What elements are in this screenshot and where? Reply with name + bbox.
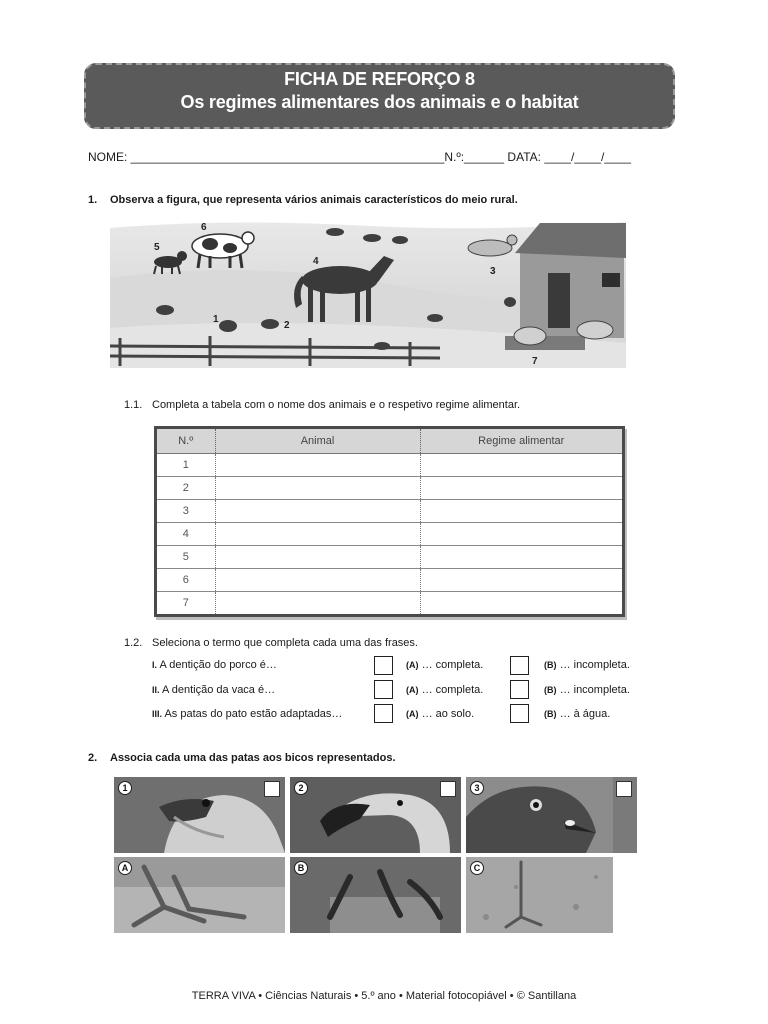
scene-label-6: 6: [201, 222, 207, 233]
beak-3-answer-box[interactable]: [616, 781, 632, 797]
statement-1-option-b: [544, 659, 630, 671]
animal-cell[interactable]: [215, 591, 420, 614]
beak-1-answer-box[interactable]: [264, 781, 280, 797]
diet-cell[interactable]: [420, 453, 622, 476]
question-1-1-number: 1.1.: [124, 399, 143, 411]
question-1: [88, 194, 518, 206]
row-number: 6: [157, 568, 215, 591]
statement-3-option-a-text: … ao solo.: [421, 708, 475, 720]
statement-3-option-a-checkbox[interactable]: [374, 704, 393, 723]
question-1-2-text: Seleciona o termo que completa cada uma das frases.: [152, 637, 418, 649]
statement-2-option-a-tag: (A): [406, 685, 419, 695]
statement-2-option-b-text: … incompleta.: [559, 684, 630, 696]
diet-cell[interactable]: [420, 499, 622, 522]
row-number: 3: [157, 499, 215, 522]
beak-badge-1: 1: [118, 781, 132, 795]
foot-photo-c: [466, 857, 613, 933]
statement-3-text: As patas do pato estão adaptadas…: [164, 708, 343, 720]
statement-1-option-a-tag: (A): [406, 660, 419, 670]
statement-1: [152, 659, 277, 671]
foot-badge-b: B: [294, 861, 308, 875]
foot-badge-a: A: [118, 861, 132, 875]
scene-label-1: 1: [213, 314, 219, 325]
statement-3-option-b-text: … à água.: [559, 708, 611, 720]
diet-cell[interactable]: [420, 476, 622, 499]
statement-1-text: A dentição do porco é…: [159, 659, 277, 671]
question-1-2-number: 1.2.: [124, 637, 143, 649]
question-2-text: Associa cada uma das patas aos bicos representados.: [110, 752, 396, 764]
row-number: 5: [157, 545, 215, 568]
statement-1-option-a: [406, 659, 483, 671]
worksheet-subtitle: Os regimes alimentares dos animais e o habitat: [180, 92, 579, 112]
scene-label-2: 2: [284, 320, 290, 331]
beak-badge-3: 3: [470, 781, 484, 795]
foot-photo-a: [114, 857, 285, 933]
animal-cell[interactable]: [215, 522, 420, 545]
scene-label-3: 3: [490, 266, 496, 277]
question-2: [88, 752, 396, 764]
rural-scene-illustration: [110, 218, 626, 368]
statement-1-option-a-text: … completa.: [421, 659, 484, 671]
table-row: [157, 545, 622, 568]
row-number: 1: [157, 453, 215, 476]
worksheet-title: FICHA DE REFORÇO 8: [284, 69, 475, 89]
row-number: 2: [157, 476, 215, 499]
statement-3-roman: III.: [152, 709, 163, 719]
beak-photo-3-pigeon: [466, 777, 637, 853]
statement-2-option-a-text: … completa.: [421, 684, 484, 696]
statement-2-text: A dentição da vaca é…: [161, 684, 276, 696]
table-row: [157, 476, 622, 499]
statement-2: [152, 684, 275, 696]
statement-1-option-a-checkbox[interactable]: [374, 656, 393, 675]
statement-1-roman: I.: [152, 660, 158, 670]
beak-2-answer-box[interactable]: [440, 781, 456, 797]
foot-photo-b: [290, 857, 461, 933]
diet-cell[interactable]: [420, 545, 622, 568]
beak-photo-1-eagle: [114, 777, 285, 853]
statement-3-option-b-checkbox[interactable]: [510, 704, 529, 723]
table-row: [157, 591, 622, 614]
diet-cell[interactable]: [420, 568, 622, 591]
question-1-text: Observa a figura, que representa vários animais característicos do meio rural.: [110, 194, 518, 206]
statement-3: [152, 708, 342, 720]
statement-2-option-a-checkbox[interactable]: [374, 680, 393, 699]
animal-cell[interactable]: [215, 568, 420, 591]
question-1-2: [124, 637, 418, 649]
table-row: [157, 499, 622, 522]
row-number: 7: [157, 591, 215, 614]
statement-2-roman: II.: [152, 685, 160, 695]
scene-label-4: 4: [313, 256, 319, 267]
header-number: N.º: [157, 429, 215, 453]
diet-cell[interactable]: [420, 522, 622, 545]
animal-cell[interactable]: [215, 476, 420, 499]
animal-cell[interactable]: [215, 453, 420, 476]
statement-2-option-b: [544, 684, 630, 696]
beak-badge-2: 2: [294, 781, 308, 795]
question-2-number: 2.: [88, 752, 98, 764]
header-diet: Regime alimentar: [420, 429, 622, 453]
statement-1-option-b-tag: (B): [544, 660, 557, 670]
row-number: 4: [157, 522, 215, 545]
table-row: [157, 453, 622, 476]
statement-2-option-b-tag: (B): [544, 685, 557, 695]
question-1-number: 1.: [88, 194, 98, 206]
table-row: [157, 568, 622, 591]
diet-cell[interactable]: [420, 591, 622, 614]
student-info-line[interactable]: NOME: _______________________________________________N.º:______ DATA: ____/____/____: [88, 150, 632, 164]
animal-cell[interactable]: [215, 545, 420, 568]
table-row: [157, 522, 622, 545]
header-animal: Animal: [215, 429, 420, 453]
page-footer: TERRA VIVA • Ciências Naturais • 5.º ano • Material fotocopiável • © Santillana: [191, 990, 577, 1002]
scene-label-7: 7: [532, 356, 538, 367]
statement-3-option-b: [544, 708, 610, 720]
statement-1-option-b-checkbox[interactable]: [510, 656, 529, 675]
statement-2-option-b-checkbox[interactable]: [510, 680, 529, 699]
statement-1-option-b-text: … incompleta.: [559, 659, 630, 671]
scene-label-5: 5: [154, 242, 160, 253]
foot-badge-c: C: [470, 861, 484, 875]
beak-photo-2-flamingo: [290, 777, 461, 853]
statement-2-option-a: [406, 684, 483, 696]
question-1-1: [124, 399, 520, 411]
animals-table: [154, 426, 625, 617]
statement-3-option-b-tag: (B): [544, 709, 557, 719]
worksheet-header: [84, 63, 675, 129]
animal-cell[interactable]: [215, 499, 420, 522]
question-1-1-text: Completa a tabela com o nome dos animais e o respetivo regime alimentar.: [152, 399, 521, 411]
statement-3-option-a-tag: (A): [406, 709, 419, 719]
statement-3-option-a: [406, 708, 474, 720]
